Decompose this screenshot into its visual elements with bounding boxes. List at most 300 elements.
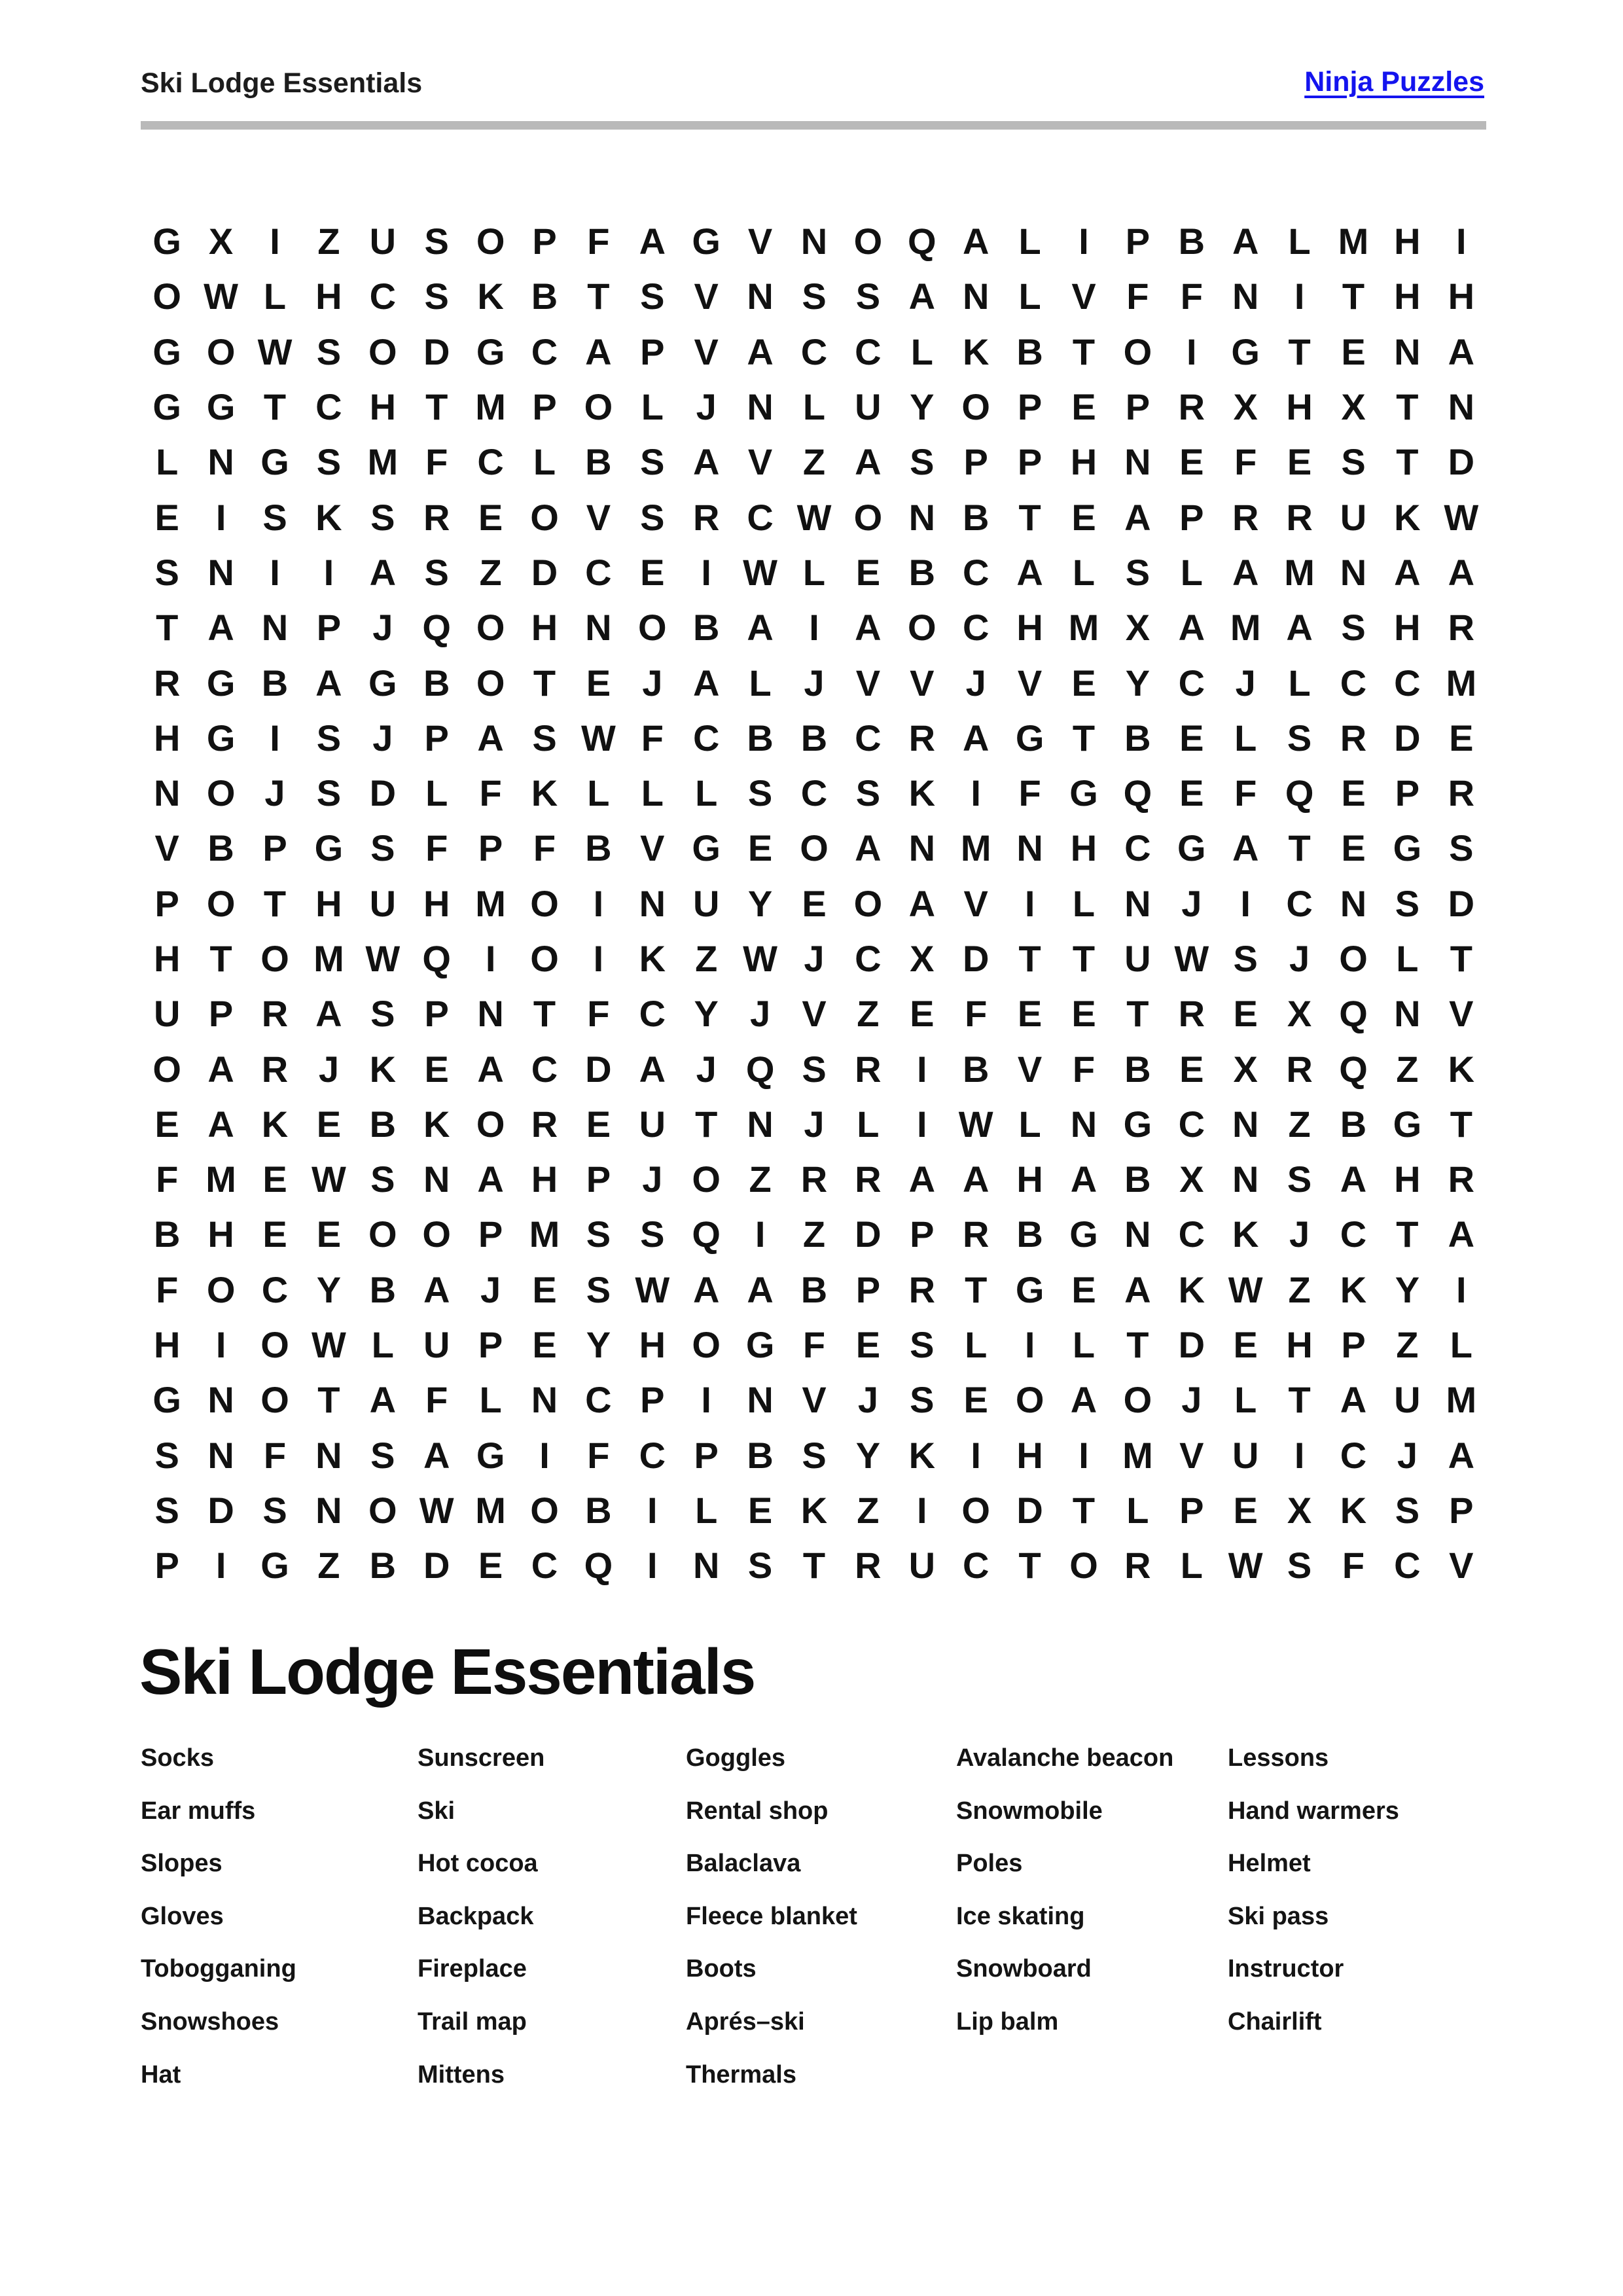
grid-letter: B — [369, 1545, 397, 1587]
grid-letter: D — [369, 772, 397, 814]
grid-letter: V — [802, 993, 827, 1035]
grid-letter: F — [1072, 1048, 1096, 1090]
grid-letter: A — [1394, 551, 1421, 593]
grid-letter: W — [796, 496, 832, 538]
grid-letter: L — [641, 772, 664, 814]
grid-letter: E — [802, 882, 827, 924]
grid-letter: A — [1232, 551, 1259, 593]
grid-letter: H — [153, 938, 181, 979]
grid-letter: M — [1446, 662, 1477, 704]
grid-letter: N — [1070, 1103, 1097, 1145]
grid-letter: U — [369, 221, 397, 262]
grid-letter: Z — [857, 1489, 880, 1531]
grid-letter: G — [1393, 827, 1422, 869]
grid-letter: P — [478, 827, 503, 869]
grid-letter: I — [1079, 1434, 1089, 1476]
grid-letter: A — [207, 1048, 234, 1090]
grid-letter: P — [1017, 386, 1043, 428]
grid-letter: Q — [584, 1545, 613, 1587]
puzzle-title: Ski Lodge Essentials — [139, 1636, 755, 1708]
grid-letter: I — [1024, 1324, 1035, 1366]
grid-letter: S — [802, 1048, 827, 1090]
grid-letter: Q — [745, 1048, 775, 1090]
grid-letter: V — [747, 441, 773, 483]
grid-letter: A — [747, 1268, 774, 1310]
grid-letter: B — [585, 1489, 612, 1531]
grid-letter: R — [1232, 496, 1259, 538]
grid-letter: N — [747, 1103, 774, 1145]
grid-letter: L — [695, 772, 718, 814]
grid-letter: J — [372, 607, 393, 649]
grid-letter: O — [476, 1103, 505, 1145]
grid-letter: S — [1449, 827, 1474, 869]
grid-letter: W — [365, 938, 401, 979]
grid-letter: I — [1079, 221, 1089, 262]
grid-letter: O — [530, 496, 559, 538]
grid-letter: L — [802, 551, 826, 593]
grid-letter: D — [531, 551, 558, 593]
grid-letter: C — [531, 331, 558, 372]
grid-letter: C — [639, 1434, 666, 1476]
grid-letter: S — [154, 1489, 179, 1531]
grid-letter: M — [367, 441, 399, 483]
grid-letter: A — [477, 1158, 504, 1200]
grid-letter: L — [1072, 882, 1096, 924]
word-item: Sunscreen — [418, 1744, 545, 1772]
word-item: Boots — [686, 1955, 757, 1983]
grid-letter: A — [1232, 221, 1259, 262]
grid-letter: O — [1123, 1379, 1152, 1421]
grid-letter: E — [532, 1268, 557, 1310]
grid-letter: N — [1232, 276, 1259, 317]
grid-letter: T — [1450, 938, 1472, 979]
grid-letter: P — [1125, 221, 1150, 262]
grid-letter: V — [1179, 1434, 1204, 1476]
grid-letter: L — [749, 662, 772, 704]
grid-letter: N — [908, 827, 936, 869]
grid-letter: N — [1124, 1213, 1151, 1255]
grid-letter: K — [1232, 1213, 1259, 1255]
grid-letter: Z — [695, 938, 718, 979]
grid-letter: I — [971, 1434, 981, 1476]
grid-letter: X — [1287, 993, 1312, 1035]
grid-letter: V — [1017, 662, 1043, 704]
grid-letter: A — [369, 551, 397, 593]
grid-letter: R — [423, 496, 450, 538]
grid-letter: S — [1287, 1545, 1312, 1587]
grid-letter: G — [206, 662, 236, 704]
grid-letter: S — [370, 1158, 395, 1200]
grid-letter: J — [696, 1048, 717, 1090]
grid-letter: V — [586, 496, 611, 538]
grid-letter: F — [156, 1268, 179, 1310]
word-item: Poles — [956, 1850, 1023, 1878]
grid-letter: B — [800, 717, 828, 759]
grid-letter: A — [1232, 827, 1259, 869]
grid-letter: S — [640, 441, 665, 483]
grid-letter: E — [478, 1545, 503, 1587]
grid-letter: B — [747, 717, 774, 759]
grid-letter: E — [1071, 1268, 1096, 1310]
grid-letter: E — [855, 1324, 881, 1366]
grid-letter: A — [1016, 551, 1043, 593]
grid-letter: Y — [586, 1324, 611, 1366]
grid-letter: A — [1448, 551, 1475, 593]
grid-letter: K — [908, 1434, 936, 1476]
grid-letter: E — [424, 1048, 449, 1090]
grid-letter: E — [262, 1213, 287, 1255]
grid-letter: F — [587, 993, 610, 1035]
grid-letter: S — [424, 221, 449, 262]
grid-letter: L — [1450, 1324, 1472, 1366]
grid-letter: M — [205, 1158, 236, 1200]
grid-letter: N — [692, 1545, 720, 1587]
grid-letter: L — [641, 386, 664, 428]
grid-letter: S — [316, 331, 342, 372]
grid-letter: S — [370, 993, 395, 1035]
grid-letter: R — [962, 1213, 990, 1255]
grid-letter: E — [1179, 772, 1204, 814]
word-item: Instructor — [1228, 1955, 1344, 1983]
grid-letter: R — [1286, 496, 1313, 538]
grid-letter: C — [962, 607, 990, 649]
grid-letter: O — [152, 276, 181, 317]
grid-letter: O — [368, 1213, 397, 1255]
grid-letter: A — [962, 221, 990, 262]
grid-letter: I — [593, 938, 604, 979]
grid-letter: A — [692, 662, 720, 704]
grid-letter: A — [1340, 1158, 1367, 1200]
grid-letter: C — [585, 1379, 612, 1421]
grid-letter: C — [855, 938, 882, 979]
grid-letter: D — [1178, 1324, 1205, 1366]
grid-letter: O — [368, 1489, 397, 1531]
word-item: Hot cocoa — [418, 1850, 538, 1878]
grid-letter: A — [315, 993, 342, 1035]
grid-letter: N — [1016, 827, 1043, 869]
word-item: Thermals — [686, 2060, 796, 2089]
grid-letter: A — [1448, 1434, 1475, 1476]
word-item: Gloves — [141, 1902, 224, 1930]
grid-letter: R — [1448, 772, 1475, 814]
grid-letter: U — [692, 882, 720, 924]
grid-letter: B — [1124, 717, 1151, 759]
word-item: Mittens — [418, 2060, 505, 2089]
grid-letter: S — [910, 1324, 935, 1366]
grid-letter: L — [1180, 551, 1203, 593]
grid-letter: K — [1394, 496, 1421, 538]
grid-letter: D — [1448, 882, 1475, 924]
grid-letter: C — [477, 441, 504, 483]
grid-letter: K — [962, 331, 990, 372]
grid-letter: L — [1072, 1324, 1096, 1366]
grid-letter: Q — [1285, 772, 1314, 814]
grid-letter: P — [1179, 496, 1204, 538]
grid-letter: A — [423, 1434, 450, 1476]
grid-letter: L — [1126, 1489, 1149, 1531]
grid-letter: F — [587, 221, 610, 262]
grid-letter: W — [1444, 496, 1479, 538]
grid-letter: I — [971, 772, 981, 814]
grid-letter: T — [1126, 1324, 1149, 1366]
grid-letter: W — [743, 551, 778, 593]
grid-letter: G — [206, 386, 236, 428]
grid-letter: P — [262, 827, 287, 869]
grid-letter: Y — [1125, 662, 1150, 704]
grid-letter: N — [585, 607, 612, 649]
grid-letter: O — [206, 1268, 236, 1310]
grid-letter: V — [694, 276, 719, 317]
grid-letter: G — [1123, 1103, 1152, 1145]
grid-letter: I — [701, 551, 711, 593]
grid-letter: J — [264, 772, 285, 814]
grid-letter: N — [747, 386, 774, 428]
grid-letter: T — [1072, 331, 1096, 372]
brand-link[interactable]: Ninja Puzzles — [1304, 66, 1484, 98]
grid-letter: C — [1394, 1545, 1421, 1587]
grid-letter: N — [962, 276, 990, 317]
grid-letter: O — [584, 386, 613, 428]
grid-letter: M — [1122, 1434, 1153, 1476]
grid-letter: B — [261, 662, 289, 704]
grid-letter: E — [1341, 331, 1366, 372]
grid-letter: O — [853, 882, 883, 924]
grid-letter: T — [1072, 938, 1096, 979]
grid-letter: M — [313, 938, 344, 979]
grid-letter: V — [640, 827, 665, 869]
grid-letter: N — [261, 607, 289, 649]
grid-letter: F — [263, 1434, 287, 1476]
grid-letter: I — [485, 938, 496, 979]
grid-letter: E — [1071, 386, 1096, 428]
grid-letter: W — [204, 276, 239, 317]
grid-letter: Y — [855, 1434, 881, 1476]
grid-letter: G — [1177, 827, 1206, 869]
grid-letter: R — [1178, 386, 1205, 428]
grid-letter: O — [260, 1379, 289, 1421]
grid-letter: I — [215, 496, 226, 538]
grid-letter: L — [1072, 551, 1096, 593]
grid-letter: O — [206, 331, 236, 372]
grid-letter: L — [1288, 662, 1311, 704]
grid-letter: J — [1397, 1434, 1418, 1476]
grid-letter: A — [207, 1103, 234, 1145]
grid-letter: P — [694, 1434, 719, 1476]
grid-letter: W — [1228, 1545, 1263, 1587]
grid-letter: F — [425, 441, 448, 483]
grid-letter: C — [1394, 662, 1421, 704]
grid-letter: O — [530, 938, 559, 979]
grid-letter: O — [692, 1158, 721, 1200]
grid-letter: C — [1286, 882, 1313, 924]
grid-letter: Z — [317, 221, 340, 262]
grid-letter: A — [423, 1268, 450, 1310]
grid-letter: W — [1174, 938, 1209, 979]
grid-letter: S — [910, 1379, 935, 1421]
grid-letter: L — [156, 441, 179, 483]
grid-letter: G — [1231, 331, 1260, 372]
grid-letter: G — [152, 386, 181, 428]
grid-letter: J — [965, 662, 986, 704]
grid-letter: I — [323, 551, 334, 593]
grid-letter: J — [1181, 1379, 1202, 1421]
grid-letter: L — [1234, 717, 1257, 759]
grid-letter: I — [270, 221, 280, 262]
grid-letter: I — [1456, 221, 1467, 262]
word-item: Ski pass — [1228, 1902, 1329, 1930]
grid-letter: S — [586, 1213, 611, 1255]
grid-letter: P — [424, 717, 449, 759]
grid-letter: F — [1180, 276, 1203, 317]
grid-letter: E — [1071, 496, 1096, 538]
grid-letter: L — [533, 441, 556, 483]
grid-letter: G — [1393, 1103, 1422, 1145]
grid-letter: Y — [747, 882, 773, 924]
grid-letter: P — [1449, 1489, 1474, 1531]
grid-letter: E — [154, 496, 179, 538]
grid-letter: Z — [802, 441, 826, 483]
grid-letter: J — [1289, 1213, 1310, 1255]
grid-letter: W — [311, 1158, 346, 1200]
grid-letter: A — [692, 441, 720, 483]
grid-letter: K — [1340, 1268, 1367, 1310]
grid-letter: J — [642, 1158, 663, 1200]
grid-letter: U — [153, 993, 181, 1035]
grid-letter: K — [1448, 1048, 1475, 1090]
grid-letter: P — [1179, 1489, 1204, 1531]
grid-letter: B — [1124, 1048, 1151, 1090]
grid-letter: J — [318, 1048, 339, 1090]
grid-letter: G — [1015, 717, 1044, 759]
grid-letter: Y — [316, 1268, 342, 1310]
grid-letter: F — [965, 993, 988, 1035]
grid-letter: S — [802, 276, 827, 317]
grid-letter: F — [587, 1434, 610, 1476]
grid-letter: R — [855, 1048, 882, 1090]
grid-letter: N — [315, 1489, 342, 1531]
grid-letter: J — [1235, 662, 1256, 704]
grid-letter: H — [423, 882, 450, 924]
grid-letter: O — [260, 1324, 289, 1366]
grid-letter: O — [853, 221, 883, 262]
grid-letter: P — [640, 331, 665, 372]
grid-letter: A — [908, 882, 936, 924]
grid-letter: C — [1178, 1213, 1205, 1255]
grid-letter: A — [207, 607, 234, 649]
word-item: Snowboard — [956, 1955, 1092, 1983]
grid-letter: E — [316, 1213, 342, 1255]
grid-letter: H — [639, 1324, 666, 1366]
grid-letter: T — [1018, 496, 1041, 538]
word-item: Ice skating — [956, 1902, 1085, 1930]
grid-letter: H — [369, 386, 397, 428]
grid-letter: W — [635, 1268, 670, 1310]
grid-letter: R — [1448, 607, 1475, 649]
grid-letter: P — [424, 993, 449, 1035]
word-item: Hat — [141, 2060, 181, 2089]
grid-letter: P — [532, 221, 557, 262]
grid-letter: A — [692, 1268, 720, 1310]
grid-letter: N — [1340, 882, 1367, 924]
grid-letter: S — [640, 1213, 665, 1255]
grid-letter: D — [1394, 717, 1421, 759]
grid-letter: Z — [749, 1158, 772, 1200]
grid-letter: T — [1018, 1545, 1041, 1587]
grid-letter: P — [910, 1213, 935, 1255]
grid-letter: I — [917, 1048, 927, 1090]
grid-letter: C — [855, 331, 882, 372]
grid-letter: Q — [422, 938, 451, 979]
grid-letter: J — [480, 1268, 501, 1310]
grid-letter: C — [1340, 662, 1367, 704]
grid-letter: F — [425, 1379, 448, 1421]
grid-letter: W — [580, 717, 616, 759]
grid-letter: N — [1340, 551, 1367, 593]
header-divider — [141, 121, 1486, 130]
grid-letter: S — [532, 717, 557, 759]
grid-letter: E — [747, 1489, 773, 1531]
grid-letter: T — [1288, 827, 1311, 869]
grid-letter: Z — [857, 993, 880, 1035]
grid-letter: K — [1178, 1268, 1205, 1310]
grid-letter: V — [1449, 1545, 1474, 1587]
grid-letter: L — [263, 276, 287, 317]
grid-letter: R — [261, 1048, 289, 1090]
grid-letter: M — [1446, 1379, 1477, 1421]
grid-letter: P — [532, 386, 557, 428]
grid-letter: A — [1178, 607, 1205, 649]
grid-letter: A — [855, 607, 882, 649]
grid-letter: L — [1018, 1103, 1041, 1145]
grid-letter: H — [315, 882, 342, 924]
grid-letter: H — [1286, 1324, 1313, 1366]
grid-letter: L — [965, 1324, 988, 1366]
grid-letter: H — [1394, 276, 1421, 317]
grid-letter: B — [369, 1268, 397, 1310]
grid-letter: G — [206, 717, 236, 759]
grid-letter: I — [701, 1379, 711, 1421]
grid-letter: J — [804, 938, 825, 979]
grid-letter: I — [1456, 1268, 1467, 1310]
grid-letter: E — [532, 1324, 557, 1366]
grid-letter: L — [1018, 276, 1041, 317]
grid-letter: S — [747, 772, 773, 814]
grid-letter: O — [206, 772, 236, 814]
grid-letter: T — [1396, 1213, 1419, 1255]
grid-letter: S — [262, 496, 287, 538]
grid-letter: H — [1016, 1158, 1043, 1200]
grid-letter: S — [316, 772, 342, 814]
grid-letter: R — [1448, 1158, 1475, 1200]
grid-letter: P — [963, 441, 988, 483]
grid-letter: V — [802, 1379, 827, 1421]
grid-letter: A — [1124, 496, 1151, 538]
grid-letter: G — [692, 221, 721, 262]
grid-letter: N — [207, 551, 234, 593]
grid-letter: E — [1449, 717, 1474, 759]
grid-letter: P — [586, 1158, 611, 1200]
grid-letter: L — [587, 772, 610, 814]
grid-letter: D — [423, 331, 450, 372]
grid-letter: R — [153, 662, 181, 704]
grid-letter: I — [1186, 331, 1197, 372]
grid-letter: E — [747, 827, 773, 869]
grid-letter: T — [209, 938, 232, 979]
grid-letter: B — [369, 1103, 397, 1145]
grid-letter: S — [1287, 717, 1312, 759]
grid-letter: L — [479, 1379, 502, 1421]
grid-letter: S — [855, 772, 881, 814]
